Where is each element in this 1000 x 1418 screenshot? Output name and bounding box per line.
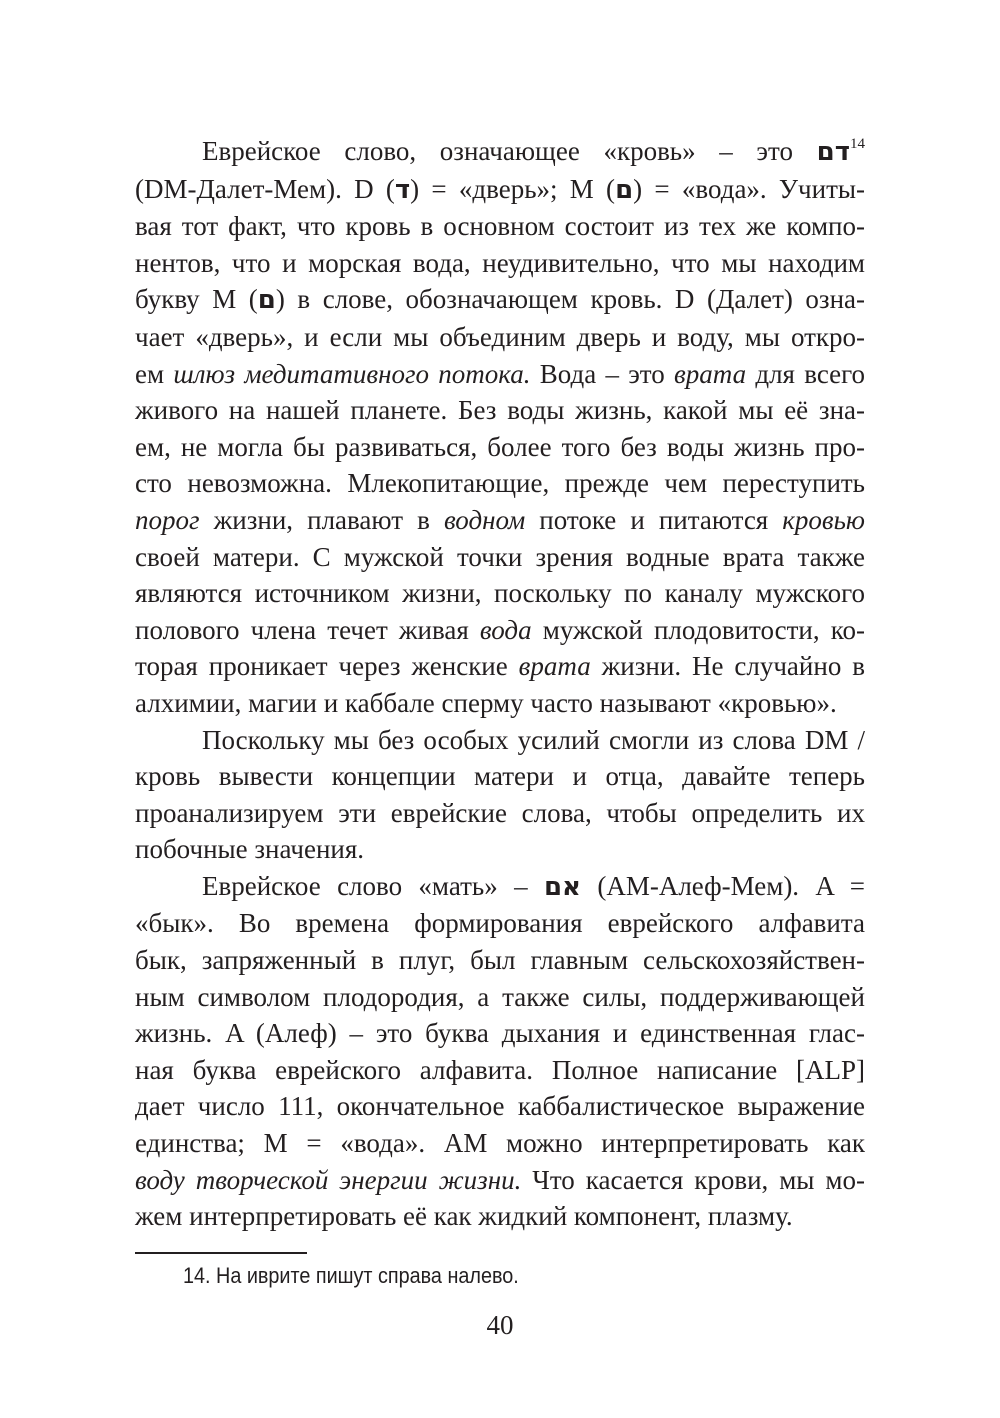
hebrew-letters: ד (394, 174, 411, 205)
text-run: проанализируем эти еврейские слова, чтобы определить их (135, 797, 865, 828)
page-body (135, 133, 865, 1235)
text-run: ) = «дверь»; M ( (410, 173, 616, 204)
hebrew-letters: ם (257, 285, 276, 316)
hebrew-letters: דם (816, 137, 850, 167)
text-line (135, 575, 865, 612)
paragraph (135, 133, 865, 722)
text-line (135, 979, 865, 1016)
text-run: жизни, плавают в (199, 504, 444, 535)
text-line (135, 942, 865, 979)
text-line (135, 722, 865, 759)
text-run: являются источником жизни, поскольку по каналу мужского (135, 578, 865, 609)
text-run: чает «дверь», и если мы объединим дверь и воду, мы откро- (135, 321, 865, 352)
text-run: потоке и питаются (525, 504, 783, 535)
text-run: ) в слове, обозначающем кровь. D (Далет) озна- (275, 284, 865, 315)
text-run: побочные значения. (135, 834, 365, 865)
text-run: для всего (746, 358, 866, 389)
text-run: кровь вывести концепции матери и отца, давайте теперь (135, 761, 865, 792)
hebrew-letters: ם (615, 174, 634, 205)
text-run: ным символом плодородия, а также силы, поддерживающей (135, 981, 865, 1012)
text-run: ) = «вода». Учиты- (633, 173, 866, 204)
text-line (135, 1198, 865, 1235)
text-run: полового члена течет живая (135, 614, 480, 645)
text-run: мужской плодовитости, ко- (531, 614, 865, 645)
paragraph (135, 722, 865, 868)
italic-emphasis: кровью (782, 504, 865, 535)
footnote-reference: 14 (850, 136, 865, 152)
footnote-divider (135, 1252, 307, 1254)
text-line (135, 171, 865, 209)
hebrew-letters: אם (543, 871, 581, 902)
text-line (135, 356, 865, 393)
text-line (135, 758, 865, 795)
text-run: Поскольку мы без особых усилий смогли из слова DM / (202, 724, 865, 755)
text-run: Еврейское слово, означающее «кровь» – это (202, 136, 817, 166)
text-line (135, 429, 865, 466)
text-run: дает число 111, окончательное каббалистическое выражение (135, 1091, 865, 1122)
italic-emphasis: шлюз медитативного потока. (173, 358, 531, 389)
text-run: торая проникает через женские (135, 651, 519, 682)
text-line (135, 319, 865, 356)
text-line (135, 208, 865, 245)
text-run: алхимии, магии и каббале сперму часто называют «кровью». (135, 687, 837, 718)
text-run: жизни. Не случайно в (590, 651, 865, 682)
text-run: (AM-Алеф-Мем). A = (580, 870, 865, 901)
text-line (135, 392, 865, 429)
text-line (135, 905, 865, 942)
text-line (135, 1015, 865, 1052)
text-run: (DM-Далет-Мем). D ( (135, 173, 395, 204)
italic-emphasis: врата (674, 358, 747, 389)
text-line (135, 245, 865, 282)
text-line (135, 465, 865, 502)
text-line (135, 868, 865, 906)
text-line (135, 133, 865, 171)
italic-emphasis: врата (518, 651, 591, 682)
text-line (135, 281, 865, 319)
text-run: «бык». Во времена формирования еврейского алфавита (135, 908, 865, 939)
text-line (135, 1125, 865, 1162)
text-line (135, 831, 865, 868)
text-run: Что касается крови, мы мо- (521, 1164, 865, 1195)
text-run: нентов, что и морская вода, неудивительно, что мы находим (135, 247, 865, 278)
text-run: букву M ( (135, 284, 258, 315)
text-line (135, 1052, 865, 1089)
italic-emphasis: порог (135, 504, 200, 535)
text-line (135, 1088, 865, 1125)
text-run: ем (135, 358, 174, 389)
text-line (135, 539, 865, 576)
page-number: 40 (486, 1310, 514, 1340)
text-line (135, 612, 865, 649)
text-run: своей матери. С мужской точки зрения водные врата также (135, 541, 865, 572)
italic-emphasis: воду творческой энергии жизни. (135, 1164, 522, 1195)
text-run: бык, запряженный в плуг, был главным сельскохозяйствен- (135, 945, 865, 976)
text-line (135, 1162, 865, 1199)
italic-emphasis: вода (479, 614, 532, 645)
text-run: сто невозможна. Млекопитающие, прежде чем переступить (135, 468, 865, 499)
italic-emphasis: водном (443, 504, 526, 535)
footnote: 14. На иврите пишут справа налево. (183, 1263, 519, 1288)
text-run: Вода – это (530, 358, 675, 389)
text-line (135, 648, 865, 685)
text-run: вая тот факт, что кровь в основном состоит из тех же компо- (135, 211, 865, 242)
text-run: ная буква еврейского алфавита. Полное написание [ALP] (135, 1054, 865, 1085)
text-run: жизнь. A (Алеф) – это буква дыхания и единственная глас- (135, 1018, 865, 1049)
text-line (135, 502, 865, 539)
text-line (135, 795, 865, 832)
text-line (135, 685, 865, 722)
text-run: единства; M = «вода». AM можно интерпретировать как (135, 1128, 865, 1159)
text-run: ем, не могла бы развиваться, более того без воды жизнь про- (135, 431, 865, 462)
text-run: жем интерпретировать её как жидкий компонент, плазму. (135, 1201, 793, 1232)
text-run: Еврейское слово «мать» – (202, 870, 544, 901)
paragraph (135, 868, 865, 1235)
text-run: живого на нашей планете. Без воды жизнь, какой мы её зна- (135, 395, 865, 426)
